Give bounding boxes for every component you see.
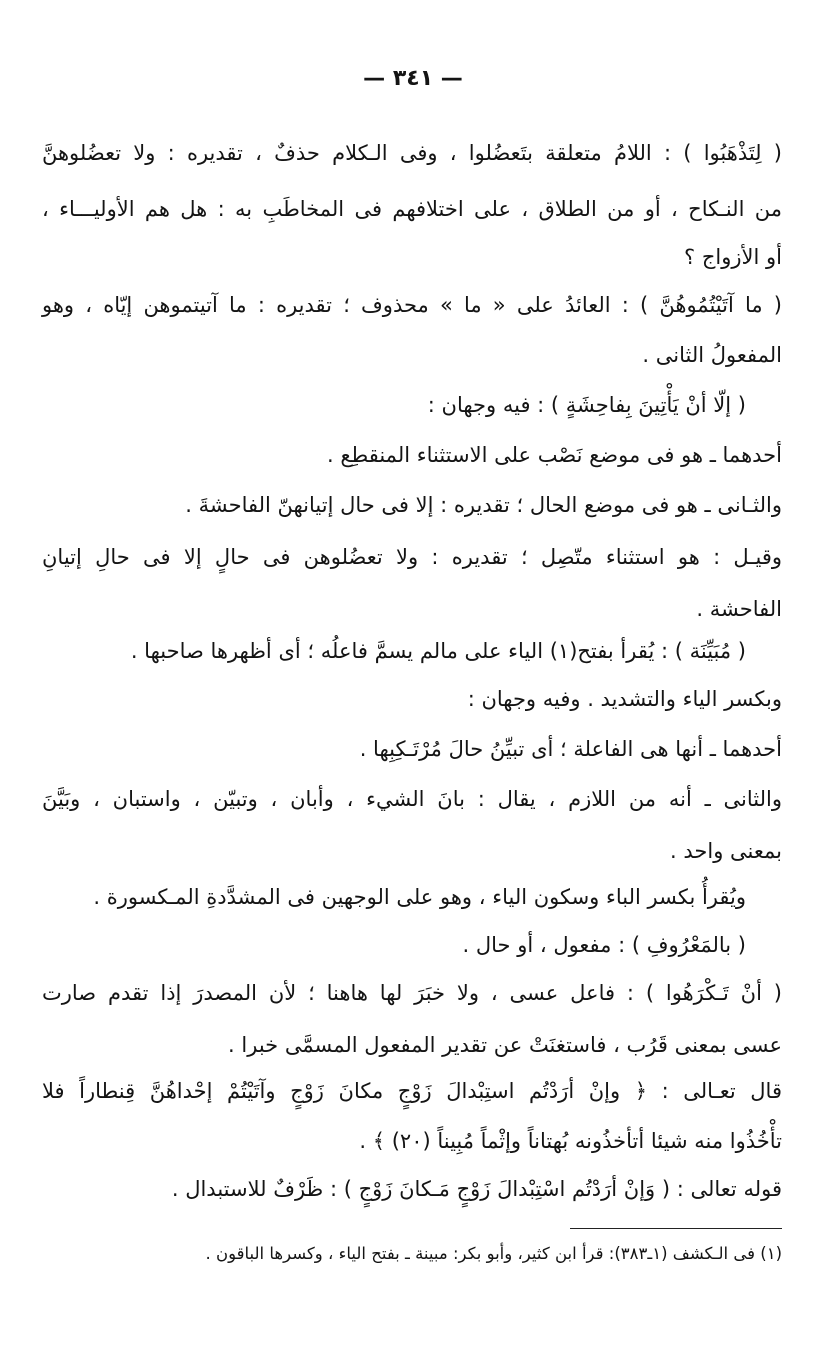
text-line: من النـكاح ، أو من الطلاق ، على اختلافهم فى المخاطَبِ به : هل هم الأوليـــاء ، xyxy=(42,197,782,221)
text-line: الفاحشة . xyxy=(696,597,782,621)
text-line: ويُقرأُ بكسر الباء وسكون الياء ، وهو على الوجهين فى المشدَّدةِ المـكسورة . xyxy=(93,885,746,909)
text-line: عسى بمعنى قَرُب ، فاستغنَتْ عن تقدير المفعول المسمَّى خبرا . xyxy=(228,1033,782,1057)
text-line: ( إلّا أنْ يَأْتِينَ بِفاحِشَةٍ ) : فيه وجهان : xyxy=(427,393,746,417)
page-number: — ٣٤١ — xyxy=(363,66,463,91)
footnote-divider xyxy=(570,1228,782,1229)
text-line: المفعولُ الثانى . xyxy=(642,343,782,367)
text-line: ( أنْ تَـكْرَهُوا ) : فاعل عسى ، ولا خبَرَ لها هاهنا ؛ لأن المصدرَ إذا تقدم صارت xyxy=(42,981,782,1005)
text-line: أحدهما ـ أنها هى الفاعلة ؛ أى تبيِّنُ حالَ مُرْتَـكِبِها . xyxy=(359,737,782,761)
text-line: ( لِتَذْهَبُوا ) : اللامُ متعلقة بتَعضُلوا ، وفى الـكلام حذفٌ ، تقديره : ولا تعضُلوهنَّ xyxy=(42,141,782,165)
text-line: والثـانى ـ هو فى موضع الحال ؛ تقديره : إلا فى حال إتيانهنّ الفاحشةَ . xyxy=(185,493,782,517)
text-line: قوله تعالى : ( وَإنْ أرَدْتُم اسْتِبْدالَ زَوْجٍ مَـكانَ زَوْجٍ ) : ظَرْفٌ للاستبدال . xyxy=(171,1177,782,1201)
text-line: والثانى ـ أنه من اللازم ، يقال : بانَ الشيء ، وأبان ، وتبيّن ، واستبان ، وبَيَّنَ xyxy=(42,787,782,811)
text-line: قال تعـالى : ﴿ وإنْ أرَدْتُم استِبْدالَ زَوْجٍ مكانَ زَوْجٍ وآتَيْتُمْ إحْداهُنَّ قِنطاراً فلا xyxy=(42,1079,782,1103)
text-line: ( مُبَيِّنَة ) : يُقرأ بفتح(١) الياء على مالم يسمَّ فاعلُه ؛ أى أظهرها صاحبها . xyxy=(130,639,746,663)
text-line: ( ما آتَيْتُمُوهُنَّ ) : العائدُ على « ما » محذوف ؛ تقديره : ما آتيتموهن إيّاه ، وهو xyxy=(42,293,782,317)
text-line: وقيـل : هو استثناء متّصِل ؛ تقديره : ولا تعضُلوهن فى حالٍ إلا فى حالِ إتيانِ xyxy=(42,545,782,569)
text-line: تأْخُذُوا منه شيئا أتأخذُونه بُهتاناً وإثْماً مُبِيناً (٢٠) ﴾ . xyxy=(359,1129,782,1153)
text-line: ( بالمَعْرُوفِ ) : مفعول ، أو حال . xyxy=(462,933,746,957)
text-line: بمعنى واحد . xyxy=(670,839,782,863)
footnote: (١) فى الـكشف (١ـ٣٨٣): قرأ ابن كثير، وأبو بكر: مبينة ـ بفتح الياء ، وكسرها الباقون . xyxy=(205,1244,782,1263)
text-line: أحدهما ـ هو فى موضع نَصْب على الاستثناء المنقطِع . xyxy=(326,443,782,467)
text-line: أو الأزواج ؟ xyxy=(684,245,782,269)
text-line: وبكسر الياء والتشديد . وفيه وجهان : xyxy=(467,687,782,711)
